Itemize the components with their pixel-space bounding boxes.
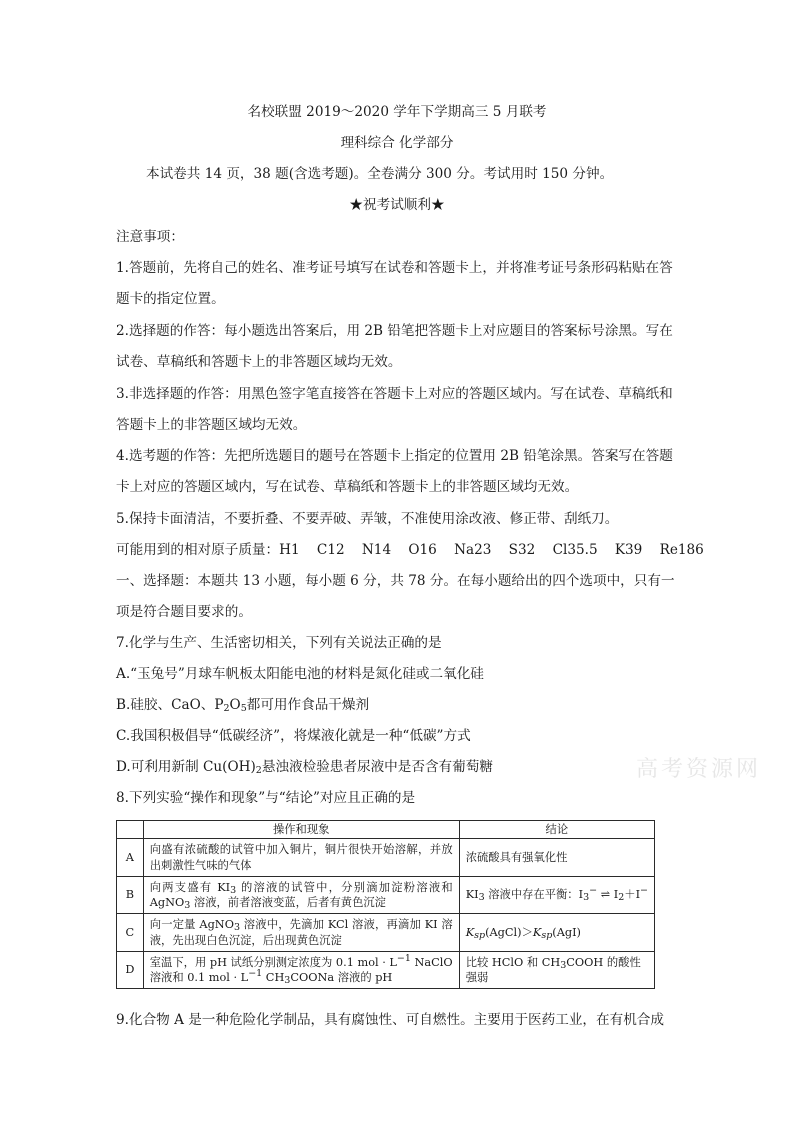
blessing: ★祝考试顺利★: [349, 197, 445, 213]
q8-b-conc-sub-3: 2: [618, 892, 625, 904]
q8-c-op-1: 向一定量 AgNO: [149, 918, 234, 932]
note-4-line-1: 4.选考题的作答：先把所选题目的题号在答题卡上指定的位置用 2B 铅笔涂黑。答案写在答题: [116, 448, 673, 464]
section-1-line-2: 项是符合题目要求的。: [116, 604, 252, 620]
q8-b-conc-sup-2: −: [589, 885, 598, 897]
q8-b-op-sub-2: 3: [184, 900, 191, 911]
q8-header-label: [117, 821, 144, 839]
watermark: 高考资源网: [636, 757, 762, 782]
q8-d-conc-1: 比较 HClO 和 CH: [465, 955, 561, 969]
note-3-line-2: 答题卡上的非答题区域均无效。: [116, 417, 307, 433]
q8-row-operation: [143, 876, 459, 914]
q7-option-d: [116, 761, 686, 775]
q8-b-op-1: 向两支盛有 KI: [149, 880, 231, 894]
q8-row-label: A: [117, 839, 144, 877]
q7-d-text-1: D.可利用新制 Cu(OH): [116, 759, 256, 775]
note-1-line-2: 题卡的指定位置。: [116, 291, 225, 307]
q8-c-conc-sub-1: sp: [474, 929, 486, 941]
q7-option-a: A.“玉兔号”月球车帆板太阳能电池的材料是氮化硅或二氧化硅: [116, 666, 484, 682]
q8-b-conc-sub-1: 3: [478, 892, 485, 904]
q7-stem: 7.化学与生产、生活密切相关，下列有关说法正确的是: [116, 635, 442, 651]
atomic-masses: 可能用到的相对原子质量：H1 C12 N14 O16 Na23 S32 Cl35.5 K39 Re186: [116, 542, 704, 558]
q7-option-c: C.我国积极倡导“低碳经济”，将煤液化就是一种“低碳”方式: [116, 728, 471, 744]
q7-b-text-1: B.硅胶、CaO、P: [116, 697, 224, 713]
note-1-line-1: 1.答题前，先将自己的姓名、准考证号填写在试卷和答题卡上，并将准考证号条形码粘贴在答: [116, 260, 673, 276]
exam-info: 本试卷共 14 页，38 题(含选考题)。全卷满分 300 分。考试用时 150 分钟。: [146, 166, 614, 182]
q8-row-label: D: [117, 951, 144, 989]
exam-subtitle: 理科综合 化学部分: [340, 135, 454, 151]
section-1-line-1: 一、选择题：本题共 13 小题，每小题 6 分，共 78 分。在每小题给出的四个选项中，只有一: [116, 573, 675, 589]
q8-header-row: [117, 821, 655, 839]
q8-b-conc-sub-2: 3: [583, 892, 590, 904]
q8-row-d: [117, 951, 655, 989]
note-2-line-1: 2.选择题的作答：每小题选出答案后，用 2B 铅笔把答题卡上对应题目的答案标号涂黑。写在: [116, 323, 673, 339]
q8-c-conc-k2: K: [532, 925, 542, 939]
note-4-line-2: 卡上对应的答题区域内，写在试卷、草稿纸和答题卡上的非答题区域均无效。: [116, 479, 579, 495]
q8-d-conc-2: COOH 的酸性强弱: [465, 955, 641, 984]
q8-d-op-1: 室温下，用 pH 试纸分别测定浓度为 0.1 mol · L: [149, 955, 397, 969]
note-5: 5.保持卡面清洁，不要折叠、不要弄破、弄皱，不准使用涂改液、修正带、刮纸刀。: [116, 511, 619, 527]
q8-b-conc-sup-4: −: [640, 885, 648, 897]
q8-row-b: [117, 876, 655, 914]
q7-b-text-3: 都可用作食品干燥剂: [246, 697, 370, 713]
q7-d-text-2: 悬浊液检验患者尿液中是否含有葡萄糖: [261, 759, 493, 775]
q7-b-sub-1: 2: [223, 703, 230, 714]
q8-b-op-2: 的溶液的试管中，分别滴加淀粉溶液和 AgNO: [149, 880, 453, 909]
q8-d-op-sub-3: 3: [284, 975, 291, 986]
q8-d-op-sup-1: −1: [396, 952, 411, 964]
q8-row-operation: [143, 914, 459, 952]
q8-c-conc-sub-2: sp: [541, 929, 553, 941]
q8-row-conclusion: 浓硫酸具有强氧化性: [459, 839, 654, 877]
q8-d-op-3: CH: [262, 971, 285, 984]
q8-row-conclusion: [459, 951, 654, 989]
q8-b-op-sub-1: 3: [230, 884, 237, 896]
note-2-line-2: 试卷、草稿纸和答题卡上的非答题区域均无效。: [116, 354, 402, 370]
q8-c-op-sub-1: 3: [233, 922, 240, 934]
q7-b-text-2: O: [229, 697, 241, 713]
q8-b-conc-4: ＋I: [624, 888, 641, 902]
q8-row-operation: 向盛有浓硫酸的试管中加入铜片，铜片很快开始溶解，并放出刺激性气味的气体: [143, 839, 459, 877]
q8-table: [116, 820, 655, 989]
q8-b-op-3: 溶液，前者溶液变蓝，后者有黄色沉淀: [190, 896, 386, 909]
equilibrium-arrow-icon: ⇌: [597, 888, 614, 902]
q7-d-sub: 2: [255, 765, 262, 776]
q8-b-conc-1: KI: [465, 888, 479, 902]
exam-title: 名校联盟 2019～2020 学年下学期高三 5 月联考: [247, 104, 547, 120]
q8-row-a: [117, 839, 655, 877]
q8-d-conc-sub-1: 3: [560, 959, 567, 971]
q8-row-conclusion: [459, 876, 654, 914]
q7-option-b: [116, 699, 686, 713]
q8-c-conc-m2: (AgI): [552, 925, 581, 939]
q8-row-operation: [143, 951, 459, 989]
note-3-line-1: 3.非选择题的作答：用黑色签字笔直接答在答题卡上对应的答题区域内。写在试卷、草稿纸和: [116, 386, 673, 402]
q8-row-c: [117, 914, 655, 952]
q8-c-op-2: 溶液中，先滴加 KCl 溶液，再滴加 KI 溶液，先出现白色沉淀，后出现黄色沉淀: [149, 918, 453, 947]
q8-c-conc-m1: (AgCl)＞: [485, 925, 533, 939]
q8-d-op-4: COONa 溶液的 pH: [290, 971, 393, 984]
q8-b-conc-2: 溶液中存在平衡：I: [484, 888, 584, 902]
q8-row-label: C: [117, 914, 144, 952]
q8-c-conc-k1: K: [465, 925, 475, 939]
q8-b-conc-3: I: [613, 888, 619, 902]
q8-stem: 8.下列实验“操作和现象”与“结论”对应且正确的是: [116, 790, 416, 806]
notes-heading: 注意事项：: [116, 229, 184, 245]
q9-stem: 9.化合物 A 是一种危险化学制品，具有腐蚀性、可自燃性。主要用于医药工业，在有机合成: [116, 1012, 664, 1028]
q8-header-conclusion: 结论: [459, 821, 654, 839]
q8-d-op-sup-2: −1: [248, 968, 263, 980]
q8-d-op-2: NaClO 溶液和 0.1 mol · L: [149, 955, 453, 984]
q8-row-conclusion: [459, 914, 654, 952]
q7-b-sub-2: 5: [240, 703, 247, 714]
q8-header-operation: 操作和现象: [143, 821, 459, 839]
q8-row-label: B: [117, 876, 144, 914]
